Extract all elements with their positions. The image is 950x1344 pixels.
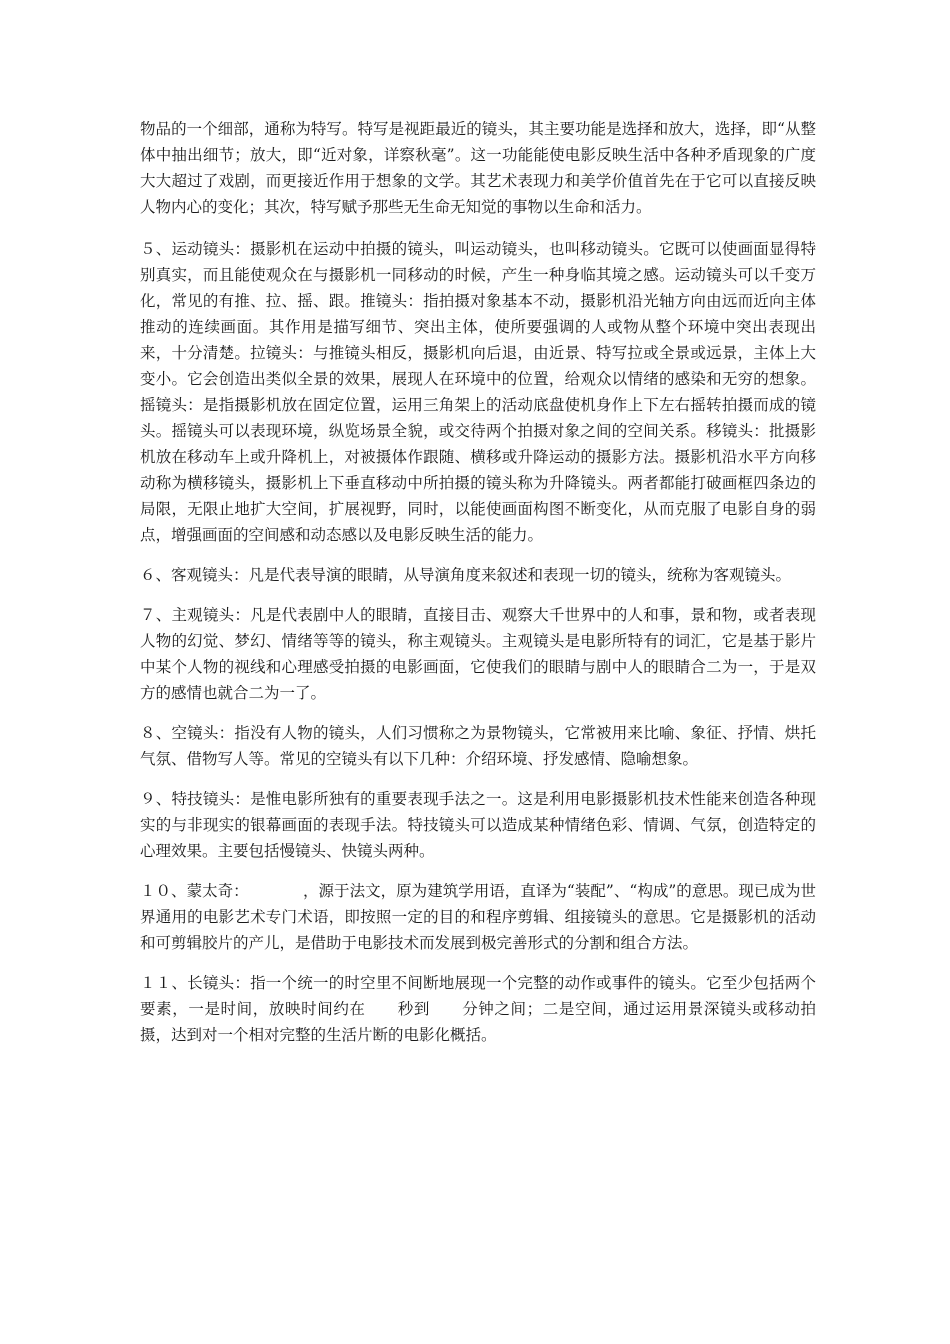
paragraph-empty-shot: ８、空镜头：指没有人物的镜头，人们习惯称之为景物镜头，它常被用来比喻、象征、抒情、烘托气氛、借物写人等。常见的空镜头有以下几种：介绍环境、抒发感情、隐喻想象。 <box>140 724 816 768</box>
paragraph-closeup: 物品的一个细部，通称为特写。特写是视距最近的镜头，其主要功能是选择和放大，选择，即“从整体中抽出细节；放大，即“近对象，详察秋毫”。这一功能能使电影反映生活中各种矛盾现象的广度大大超过了戏剧，而更接近作用于想象的文学。其艺术表现力和美学价值首先在于它可以直接反映人物内心的变化；其次，特写赋予那些无生命无知觉的事物以生命和活力。 <box>140 120 816 216</box>
paragraph-moving-shot: ５、运动镜头：摄影机在运动中拍摄的镜头，叫运动镜头，也叫移动镜头。它既可以使画面显得特别真实，而且能使观众在与摄影机一同移动的时候，产生一种身临其境之感。运动镜头可以千变万化，常见的有推、拉、摇、跟。推镜头：指拍摄对象基本不动，摄影机沿光轴方向由远而近向主体推动的连续画面。其作用是描写细节、突出主体，使所要强调的人或物从整个环境中突出表现出来，十分清楚。拉镜头：与推镜头相反，摄影机向后退，由近景、特写拉或全景或远景，主体上大变小。它会创造出类似全景的效果，展现人在环境中的位置，给观众以情绪的感染和无穷的想象。摇镜头：是指摄影机放在固定位置，运用三角架上的活动底盘使机身作上下左右摇转拍摄而成的镜头。摇镜头可以表现环境，纵览场景全貌，或交待两个拍摄对象之间的空间关系。移镜头：批摄影机放在移动车上或升降机上，对被摄体作跟随、横移或升降运动的摄影方法。摄影机沿水平方向移动称为横移镜头，摄影机上下垂直移动中所拍摄的镜头称为升降镜头。两者都能打破画框四条边的局限，无限止地扩大空间，扩展视野，同时，以能使画面构图不断变化，从而克服了电影自身的弱点，增强画面的空间感和动态感以及电影反映生活的能力。 <box>140 240 816 544</box>
document-page <box>140 116 816 1062</box>
paragraph-subjective-shot: ７、主观镜头：凡是代表剧中人的眼睛，直接目击、观察大千世界中的人和事，景和物，或者表现人物的幻觉、梦幻、情绪等等的镜头，称主观镜头。主观镜头是电影所特有的词汇，它是基于影片中某个人物的视线和心理感受拍摄的电影画面，它使我们的眼睛与剧中人的眼睛合二为一，于是双方的感情也就合二为一了。 <box>140 606 816 702</box>
paragraph-montage: １０、蒙太奇： ，源于法文，原为建筑学用语，直译为“装配”、“构成”的意思。现已成为世界通用的电影艺术专门术语，即按照一定的目的和程序剪辑、组接镜头的意思。它是摄影机的活动和可剪辑胶片的产儿，是借助于电影技术而发展到极完善形式的分割和组合方法。 <box>140 882 816 952</box>
paragraph-long-take: １１、长镜头：指一个统一的时空里不间断地展现一个完整的动作或事件的镜头。它至少包括两个要素，一是时间，放映时间约在 秒到 分钟之间；二是空间，通过运用景深镜头或移动拍摄，达到对一个相对完整的生活片断的电影化概括。 <box>140 974 816 1044</box>
paragraph-special-effects-shot: ９、特技镜头：是惟电影所独有的重要表现手法之一。这是利用电影摄影机技术性能来创造各种现实的与非现实的银幕画面的表现手法。特技镜头可以造成某种情绪色彩、情调、气氛，创造特定的心理效果。主要包括慢镜头、快镜头两种。 <box>140 790 816 860</box>
paragraph-objective-shot: ６、客观镜头：凡是代表导演的眼睛，从导演角度来叙述和表现一切的镜头，统称为客观镜头。 <box>140 566 792 584</box>
